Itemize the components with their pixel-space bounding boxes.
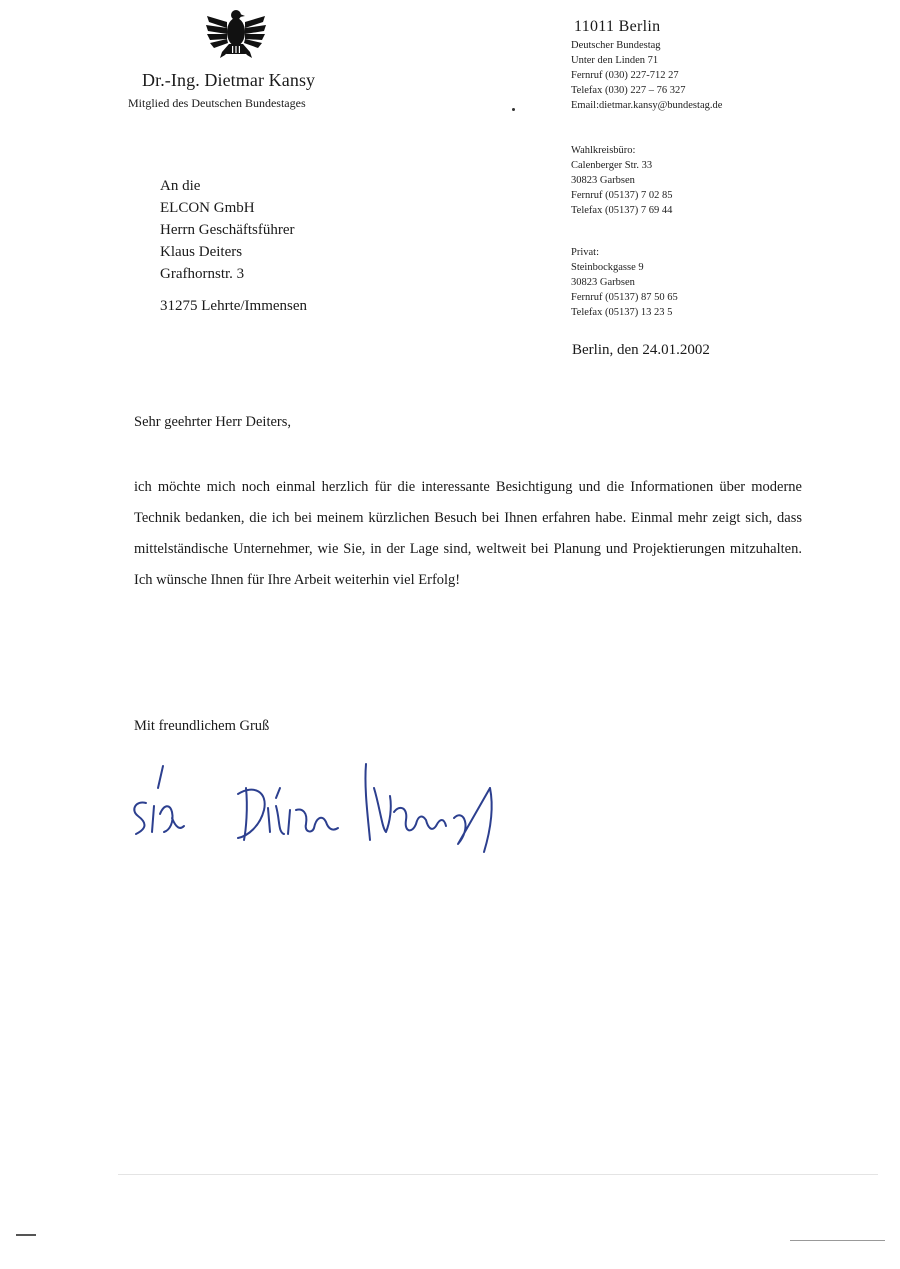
closing: Mit freundlichem Gruß	[134, 718, 270, 734]
private-address-line: Steinbockgasse 9	[571, 262, 644, 273]
private-address-heading: Privat:	[571, 247, 599, 258]
recipient-person: Klaus Deiters	[160, 244, 243, 260]
scan-mark	[16, 1234, 36, 1236]
berlin-office-block	[571, 38, 722, 113]
constituency-office-heading: Wahlkreisbüro:	[571, 145, 636, 156]
sender-name: Dr.-Ing. Dietmar Kansy	[142, 70, 316, 90]
constituency-office-phone: Fernruf (05137) 7 02 85	[571, 190, 673, 201]
private-address-phone: Fernruf (05137) 87 50 65	[571, 292, 678, 303]
recipient-line: Herrn Geschäftsführer	[160, 222, 295, 238]
footer-rule	[118, 1174, 878, 1175]
salutation: Sehr geehrter Herr Deiters,	[134, 414, 292, 430]
constituency-office-block	[571, 143, 672, 218]
berlin-office-email: Email:dietmar.kansy@bundestag.de	[571, 100, 723, 111]
berlin-office-fax: Telefax (030) 227 – 76 327	[571, 85, 686, 96]
constituency-office-line: Calenberger Str. 33	[571, 160, 653, 171]
recipient-address	[160, 175, 295, 285]
constituency-office-line: 30823 Garbsen	[571, 175, 635, 186]
recipient-company: ELCON GmbH	[160, 200, 255, 216]
constituency-office-fax: Telefax (05137) 7 69 44	[571, 205, 673, 216]
sender-subtitle: Mitglied des Deutschen Bundestages	[128, 96, 306, 110]
recipient-line: An die	[160, 178, 201, 194]
federal-eagle-icon	[205, 6, 267, 60]
letter-body: ich möchte mich noch einmal herzlich für die interessante Besichtigung und die Informationen über moderne Technik bedanken, die ich bei meinem kürzlichen Besuch bei Ihnen erfahren habe. Einmal mehr zeigt sich, dass mittelständische Unternehmer, wie Sie, in der Lage sind, weltweit bei Planung und Projektierungen mitzuhalten. Ich wünsche Ihnen für Ihre Arbeit weiterhin viel Erfolg!	[134, 479, 802, 588]
private-address-block	[571, 245, 678, 320]
berlin-office-line: Deutscher Bundestag	[571, 40, 661, 51]
berlin-office-phone: Fernruf (030) 227-712 27	[571, 70, 679, 81]
handwritten-signature	[118, 748, 518, 858]
letter-date: Berlin, den 24.01.2002	[572, 342, 710, 358]
stray-mark	[512, 108, 515, 111]
scan-mark	[790, 1240, 885, 1241]
recipient-city: 31275 Lehrte/Immensen	[160, 298, 308, 314]
private-address-fax: Telefax (05137) 13 23 5	[571, 307, 673, 318]
berlin-office-line: Unter den Linden 71	[571, 55, 659, 66]
private-address-line: 30823 Garbsen	[571, 277, 635, 288]
recipient-street: Grafhornstr. 3	[160, 266, 245, 282]
berlin-office-city: 11011 Berlin	[574, 18, 661, 35]
